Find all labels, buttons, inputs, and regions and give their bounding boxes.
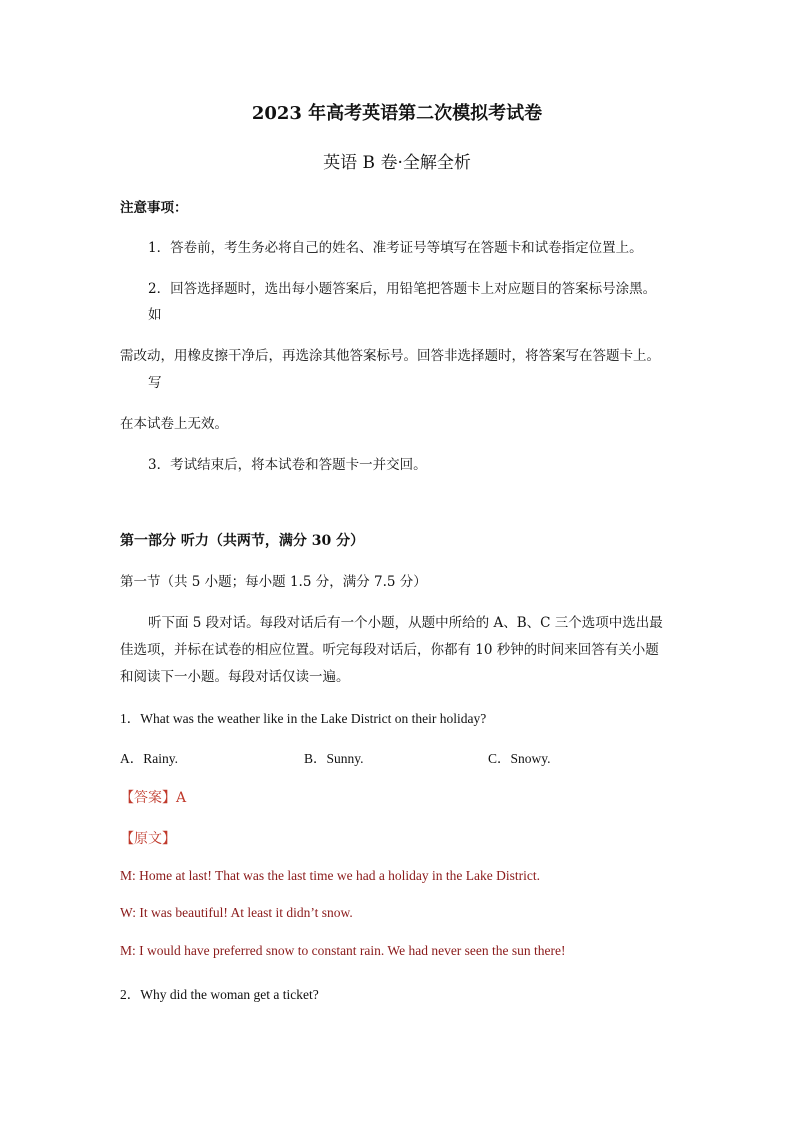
notice-item-2-line-3: 需改动，用橡皮擦干净后，再选涂其他答案标号。回答非选择题时，将答案写在答题卡上。 xyxy=(120,348,660,364)
instructions-line-1: 听下面 5 段对话。每段对话后有一个小题，从题中所给的 A、B、C 三个选项中选出最 xyxy=(148,615,663,631)
exam-subtitle: 英语 B 卷·全解全析 xyxy=(323,153,471,173)
notice-item-2-line-1: 2．回答选择题时，选出每小题答案后，用铅笔把答题卡上对应题目的答案标号涂黑。 xyxy=(148,281,657,297)
instructions-line-2: 佳选项，并标在试卷的相应位置。听完每段对话后，你都有 10 秒钟的时间来回答有关小题 xyxy=(120,642,659,658)
transcript-line: W: It was beautiful! At least it didn’t snow. xyxy=(120,905,353,920)
notice-item-1: 1．答卷前，考生务必将自己的姓名、准考证号等填写在答题卡和试卷指定位置上。 xyxy=(148,240,643,256)
question-2: 2．Why did the woman get a ticket? xyxy=(120,987,319,1002)
instructions-line-3: 和阅读下一小题。每段对话仅读一遍。 xyxy=(120,669,350,685)
question-1: 1．What was the weather like in the Lake District on their holiday? xyxy=(120,711,487,726)
option-c: C．Snowy. xyxy=(488,751,551,766)
notice-item-2-line-2: 如 xyxy=(148,307,162,323)
option-b: B．Sunny. xyxy=(304,751,364,766)
option-a: A．Rainy. xyxy=(120,751,178,766)
section1-heading: 第一节（共 5 小题；每小题 1.5 分，满分 7.5 分） xyxy=(120,574,427,590)
transcript-label: 【原文】 xyxy=(120,831,176,847)
notice-heading: 注意事项： xyxy=(120,200,188,216)
part1-heading: 第一部分 听力（共两节，满分 30 分） xyxy=(120,533,365,549)
notice-item-3: 3．考试结束后，将本试卷和答题卡一并交回。 xyxy=(148,457,427,473)
transcript-line: M: Home at last! That was the last time we had a holiday in the Lake District. xyxy=(120,868,541,883)
notice-item-2-line-4: 写 xyxy=(148,375,162,391)
exam-title: 2023 年高考英语第二次模拟考试卷 xyxy=(251,103,543,124)
transcript-line: M: I would have preferred snow to constant rain. We had never seen the sun there! xyxy=(120,943,566,958)
notice-item-2-line-5: 在本试卷上无效。 xyxy=(120,416,228,432)
answer-label: 【答案】A xyxy=(120,790,187,806)
